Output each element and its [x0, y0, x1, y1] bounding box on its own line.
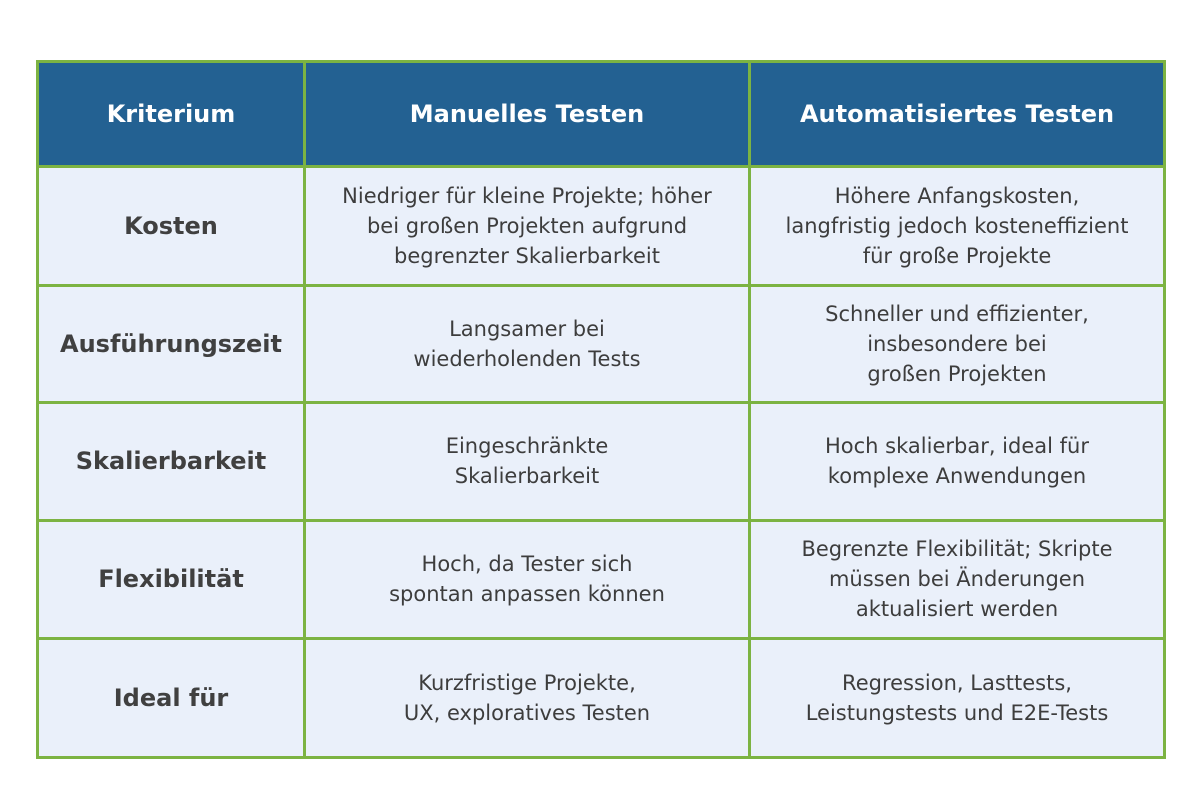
automated-cell [750, 403, 1165, 520]
manual-text-line: Eingeschränkte [445, 434, 609, 459]
manual-cell [305, 167, 750, 286]
automated-cell [750, 520, 1165, 638]
table-row [38, 520, 1165, 638]
manual-text-line: UX, exploratives Testen [403, 700, 651, 725]
automated-text-line: aktualisiert werden [855, 597, 1059, 622]
manual-cell [305, 520, 750, 638]
manual-cell [305, 638, 750, 757]
criterion-cell: Kosten [38, 167, 305, 286]
table-row [38, 638, 1165, 757]
automated-text-line: großen Projekten [867, 362, 1047, 387]
header-automated: Automatisiertes Testen [750, 62, 1165, 167]
manual-text-line: Niedriger für kleine Projekte; höher [342, 184, 712, 209]
manual-text-line: Hoch, da Tester sich [421, 552, 633, 577]
header-manual: Manuelles Testen [305, 62, 750, 167]
automated-text-line: Höhere Anfangskosten, [834, 184, 1080, 209]
manual-cell [305, 286, 750, 403]
comparison-table [36, 60, 1166, 759]
automated-text-line: langfristig jedoch kosteneffizient [785, 214, 1129, 239]
header-row [38, 62, 1165, 167]
manual-text-line: Kurzfristige Projekte, [418, 670, 636, 695]
manual-text-line: begrenzter Skalierbarkeit [394, 244, 660, 269]
table-row [38, 403, 1165, 520]
manual-text-line: bei großen Projekten aufgrund [366, 214, 688, 239]
automated-text-line: Leistungstests und E2E-Tests [805, 700, 1109, 725]
criterion-cell: Ausführungszeit [38, 286, 305, 403]
header-criterion: Kriterium [38, 62, 305, 167]
automated-text-line: Schneller und effizienter, [825, 302, 1089, 327]
manual-text-line: spontan anpassen können [389, 582, 665, 607]
automated-cell [750, 638, 1165, 757]
automated-text-line: für große Projekte [862, 244, 1052, 269]
automated-text-line: insbesondere bei [867, 332, 1047, 357]
manual-cell [305, 403, 750, 520]
table-row [38, 167, 1165, 286]
manual-text-line: wiederholenden Tests [413, 347, 641, 372]
criterion-cell: Skalierbarkeit [38, 403, 305, 520]
automated-text-line: Begrenzte Flexibilität; Skripte [801, 537, 1113, 562]
automated-cell [750, 286, 1165, 403]
automated-cell [750, 167, 1165, 286]
automated-text-line: Regression, Lasttests, [842, 670, 1072, 695]
automated-text-line: komplexe Anwendungen [827, 464, 1087, 489]
criterion-cell: Ideal für [38, 638, 305, 757]
automated-text-line: müssen bei Änderungen [828, 567, 1086, 592]
automated-text-line: Hoch skalierbar, ideal für [825, 434, 1089, 459]
manual-text-line: Langsamer bei [449, 317, 605, 342]
table-row [38, 286, 1165, 403]
manual-text-line: Skalierbarkeit [454, 464, 600, 489]
criterion-cell: Flexibilität [38, 520, 305, 638]
